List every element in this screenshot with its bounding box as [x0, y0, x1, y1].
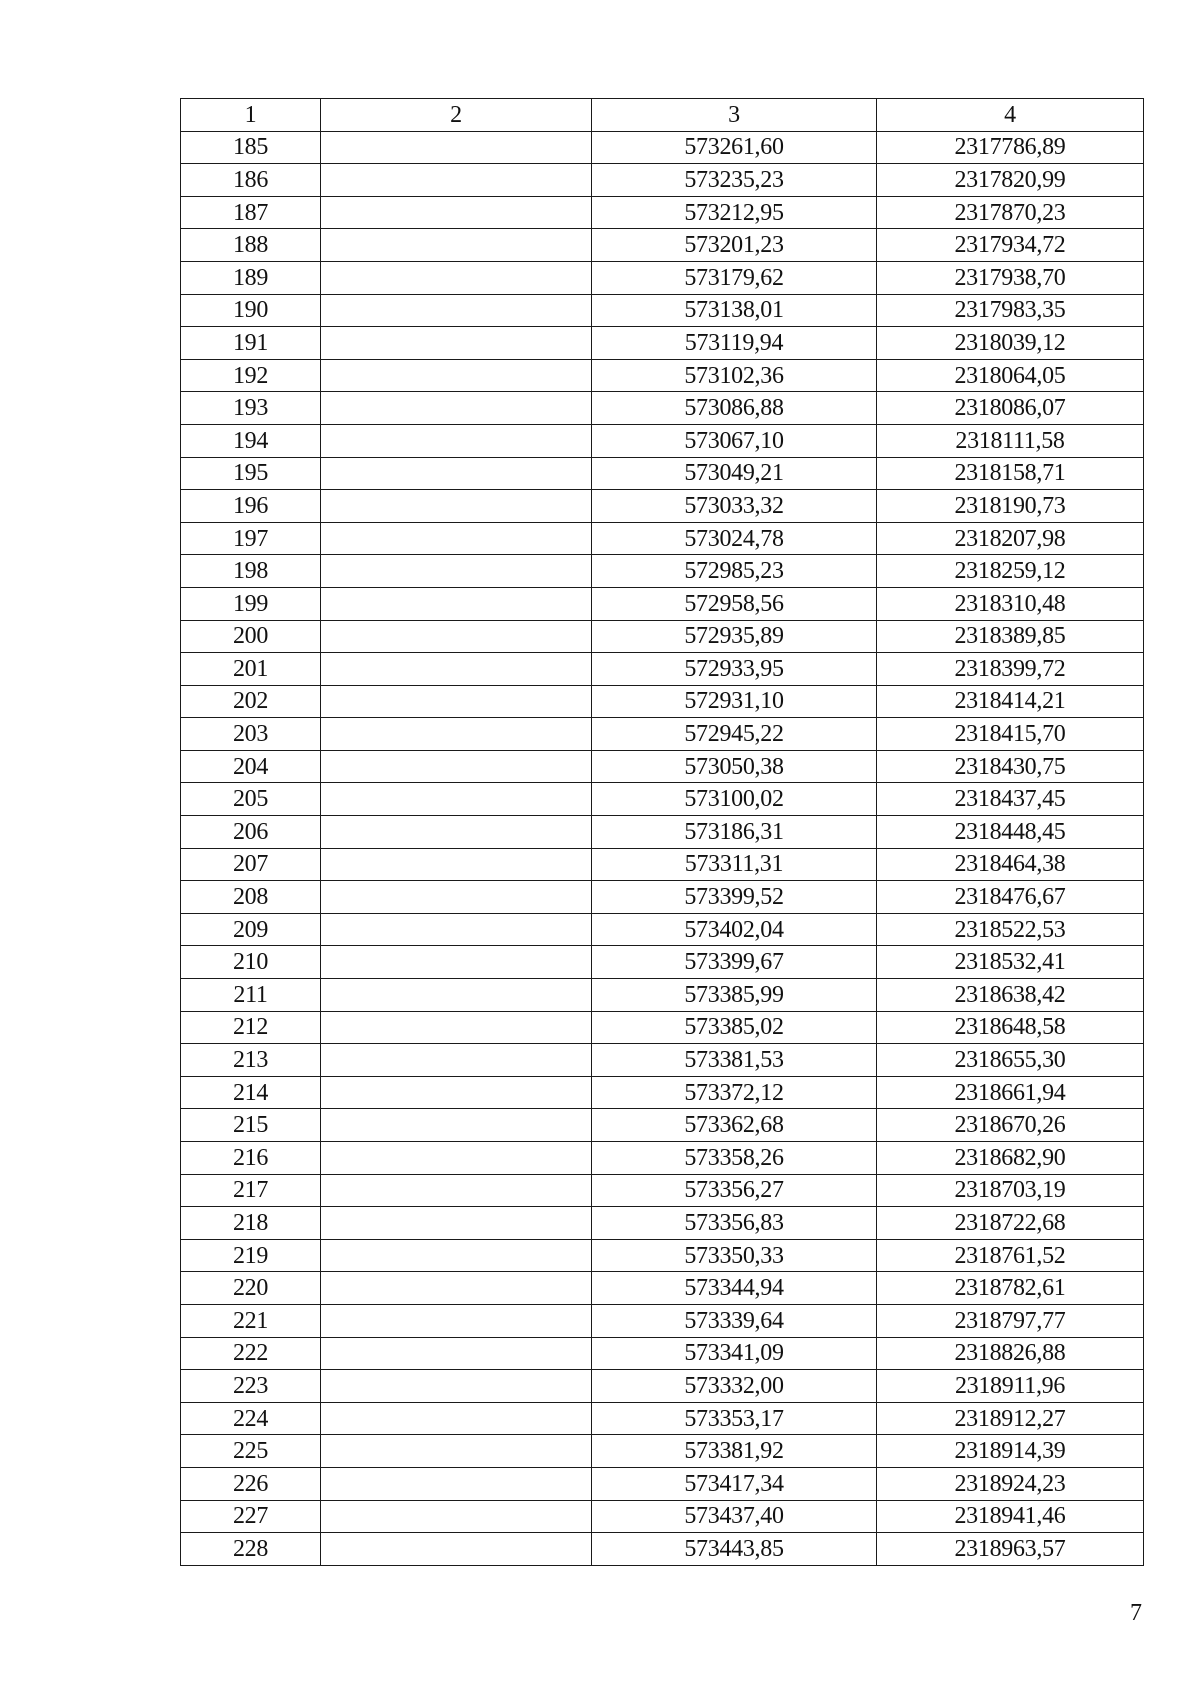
point-number-cell: 216	[181, 1142, 321, 1175]
y-coordinate-cell: 2318761,52	[877, 1239, 1144, 1272]
y-coordinate-cell: 2318703,19	[877, 1174, 1144, 1207]
description-cell	[321, 1207, 592, 1240]
point-number-cell: 196	[181, 490, 321, 523]
y-coordinate-cell: 2318655,30	[877, 1044, 1144, 1077]
description-cell	[321, 750, 592, 783]
x-coordinate-cell: 572945,22	[592, 718, 877, 751]
table-row	[181, 490, 1144, 523]
y-coordinate-cell: 2318797,77	[877, 1304, 1144, 1337]
point-number-cell: 200	[181, 620, 321, 653]
table-row	[181, 1402, 1144, 1435]
point-number-cell: 188	[181, 229, 321, 262]
table-row	[181, 1533, 1144, 1566]
point-number-cell: 215	[181, 1109, 321, 1142]
description-cell	[321, 164, 592, 197]
y-coordinate-cell: 2318389,85	[877, 620, 1144, 653]
description-cell	[321, 816, 592, 849]
y-coordinate-cell: 2318039,12	[877, 327, 1144, 360]
x-coordinate-cell: 573385,02	[592, 1011, 877, 1044]
y-coordinate-cell: 2318310,48	[877, 587, 1144, 620]
table-row	[181, 1174, 1144, 1207]
x-coordinate-cell: 573399,52	[592, 881, 877, 914]
description-cell	[321, 913, 592, 946]
x-coordinate-cell: 573372,12	[592, 1076, 877, 1109]
description-cell	[321, 359, 592, 392]
y-coordinate-cell: 2318682,90	[877, 1142, 1144, 1175]
point-number-cell: 194	[181, 424, 321, 457]
y-coordinate-cell: 2318670,26	[877, 1109, 1144, 1142]
point-number-cell: 193	[181, 392, 321, 425]
table-row	[181, 1207, 1144, 1240]
point-number-cell: 199	[181, 587, 321, 620]
x-coordinate-cell: 573235,23	[592, 164, 877, 197]
x-coordinate-cell: 573417,34	[592, 1467, 877, 1500]
description-cell	[321, 1272, 592, 1305]
y-coordinate-cell: 2318914,39	[877, 1435, 1144, 1468]
y-coordinate-cell: 2317870,23	[877, 196, 1144, 229]
table-header	[181, 99, 1144, 132]
x-coordinate-cell: 573358,26	[592, 1142, 877, 1175]
description-cell	[321, 1174, 592, 1207]
x-coordinate-cell: 573050,38	[592, 750, 877, 783]
x-coordinate-cell: 572935,89	[592, 620, 877, 653]
page-number: 7	[1130, 1600, 1142, 1626]
x-coordinate-cell: 573443,85	[592, 1533, 877, 1566]
y-coordinate-cell: 2318259,12	[877, 555, 1144, 588]
description-cell	[321, 653, 592, 686]
point-number-cell: 208	[181, 881, 321, 914]
x-coordinate-cell: 573437,40	[592, 1500, 877, 1533]
description-cell	[321, 522, 592, 555]
x-coordinate-cell: 573067,10	[592, 424, 877, 457]
x-coordinate-cell: 573381,53	[592, 1044, 877, 1077]
table-row	[181, 261, 1144, 294]
description-cell	[321, 1435, 592, 1468]
table-row	[181, 555, 1144, 588]
table-row	[181, 196, 1144, 229]
x-coordinate-cell: 573356,27	[592, 1174, 877, 1207]
table-row	[181, 392, 1144, 425]
table-row	[181, 294, 1144, 327]
y-coordinate-cell: 2318782,61	[877, 1272, 1144, 1305]
point-number-cell: 187	[181, 196, 321, 229]
description-cell	[321, 131, 592, 164]
column-header-4: 4	[877, 99, 1144, 132]
point-number-cell: 201	[181, 653, 321, 686]
point-number-cell: 195	[181, 457, 321, 490]
description-cell	[321, 848, 592, 881]
x-coordinate-cell: 573385,99	[592, 979, 877, 1012]
y-coordinate-cell: 2318190,73	[877, 490, 1144, 523]
table-row	[181, 1239, 1144, 1272]
point-number-cell: 198	[181, 555, 321, 588]
description-cell	[321, 294, 592, 327]
x-coordinate-cell: 573086,88	[592, 392, 877, 425]
y-coordinate-cell: 2318464,38	[877, 848, 1144, 881]
x-coordinate-cell: 573201,23	[592, 229, 877, 262]
y-coordinate-cell: 2318064,05	[877, 359, 1144, 392]
x-coordinate-cell: 573138,01	[592, 294, 877, 327]
point-number-cell: 224	[181, 1402, 321, 1435]
y-coordinate-cell: 2318941,46	[877, 1500, 1144, 1533]
table-row	[181, 131, 1144, 164]
y-coordinate-cell: 2318826,88	[877, 1337, 1144, 1370]
y-coordinate-cell: 2318722,68	[877, 1207, 1144, 1240]
table-row	[181, 359, 1144, 392]
table-row	[181, 1076, 1144, 1109]
description-cell	[321, 424, 592, 457]
x-coordinate-cell: 573402,04	[592, 913, 877, 946]
x-coordinate-cell: 572931,10	[592, 685, 877, 718]
x-coordinate-cell: 572958,56	[592, 587, 877, 620]
y-coordinate-cell: 2318532,41	[877, 946, 1144, 979]
point-number-cell: 189	[181, 261, 321, 294]
point-number-cell: 210	[181, 946, 321, 979]
description-cell	[321, 587, 592, 620]
table-row	[181, 1011, 1144, 1044]
table-row	[181, 913, 1144, 946]
x-coordinate-cell: 573311,31	[592, 848, 877, 881]
y-coordinate-cell: 2318911,96	[877, 1370, 1144, 1403]
point-number-cell: 217	[181, 1174, 321, 1207]
point-number-cell: 226	[181, 1467, 321, 1500]
table-row	[181, 1435, 1144, 1468]
description-cell	[321, 555, 592, 588]
point-number-cell: 209	[181, 913, 321, 946]
y-coordinate-cell: 2318912,27	[877, 1402, 1144, 1435]
point-number-cell: 221	[181, 1304, 321, 1337]
point-number-cell: 214	[181, 1076, 321, 1109]
description-cell	[321, 718, 592, 751]
description-cell	[321, 261, 592, 294]
point-number-cell: 223	[181, 1370, 321, 1403]
y-coordinate-cell: 2318437,45	[877, 783, 1144, 816]
point-number-cell: 207	[181, 848, 321, 881]
y-coordinate-cell: 2318399,72	[877, 653, 1144, 686]
y-coordinate-cell: 2317983,35	[877, 294, 1144, 327]
x-coordinate-cell: 573341,09	[592, 1337, 877, 1370]
y-coordinate-cell: 2317786,89	[877, 131, 1144, 164]
x-coordinate-cell: 573344,94	[592, 1272, 877, 1305]
x-coordinate-cell: 573353,17	[592, 1402, 877, 1435]
table-row	[181, 424, 1144, 457]
x-coordinate-cell: 573033,32	[592, 490, 877, 523]
description-cell	[321, 490, 592, 523]
table-row	[181, 327, 1144, 360]
y-coordinate-cell: 2317938,70	[877, 261, 1144, 294]
table-row	[181, 164, 1144, 197]
table-row	[181, 587, 1144, 620]
table-row	[181, 1109, 1144, 1142]
description-cell	[321, 1533, 592, 1566]
point-number-cell: 202	[181, 685, 321, 718]
description-cell	[321, 1044, 592, 1077]
point-number-cell: 191	[181, 327, 321, 360]
header-row	[181, 99, 1144, 132]
x-coordinate-cell: 573339,64	[592, 1304, 877, 1337]
y-coordinate-cell: 2317934,72	[877, 229, 1144, 262]
point-number-cell: 219	[181, 1239, 321, 1272]
description-cell	[321, 979, 592, 1012]
x-coordinate-cell: 573212,95	[592, 196, 877, 229]
table-row	[181, 946, 1144, 979]
table-row	[181, 1142, 1144, 1175]
point-number-cell: 192	[181, 359, 321, 392]
table-row	[181, 816, 1144, 849]
table-row	[181, 881, 1144, 914]
table-row	[181, 1272, 1144, 1305]
point-number-cell: 204	[181, 750, 321, 783]
table-row	[181, 457, 1144, 490]
description-cell	[321, 1011, 592, 1044]
table-row	[181, 653, 1144, 686]
table-row	[181, 522, 1144, 555]
description-cell	[321, 457, 592, 490]
column-header-1: 1	[181, 99, 321, 132]
y-coordinate-cell: 2318158,71	[877, 457, 1144, 490]
point-number-cell: 220	[181, 1272, 321, 1305]
point-number-cell: 205	[181, 783, 321, 816]
table-row	[181, 1304, 1144, 1337]
x-coordinate-cell: 573381,92	[592, 1435, 877, 1468]
description-cell	[321, 1402, 592, 1435]
x-coordinate-cell: 572985,23	[592, 555, 877, 588]
description-cell	[321, 1337, 592, 1370]
x-coordinate-cell: 573399,67	[592, 946, 877, 979]
coordinates-table	[180, 98, 1144, 1566]
point-number-cell: 185	[181, 131, 321, 164]
table-row	[181, 1467, 1144, 1500]
x-coordinate-cell: 572933,95	[592, 653, 877, 686]
table-row	[181, 718, 1144, 751]
table-row	[181, 783, 1144, 816]
description-cell	[321, 1109, 592, 1142]
y-coordinate-cell: 2318638,42	[877, 979, 1144, 1012]
description-cell	[321, 196, 592, 229]
table-row	[181, 1044, 1144, 1077]
description-cell	[321, 783, 592, 816]
x-coordinate-cell: 573102,36	[592, 359, 877, 392]
point-number-cell: 227	[181, 1500, 321, 1533]
x-coordinate-cell: 573356,83	[592, 1207, 877, 1240]
x-coordinate-cell: 573186,31	[592, 816, 877, 849]
y-coordinate-cell: 2318414,21	[877, 685, 1144, 718]
column-header-2: 2	[321, 99, 592, 132]
description-cell	[321, 620, 592, 653]
point-number-cell: 222	[181, 1337, 321, 1370]
x-coordinate-cell: 573332,00	[592, 1370, 877, 1403]
point-number-cell: 186	[181, 164, 321, 197]
description-cell	[321, 392, 592, 425]
y-coordinate-cell: 2318924,23	[877, 1467, 1144, 1500]
y-coordinate-cell: 2318448,45	[877, 816, 1144, 849]
point-number-cell: 212	[181, 1011, 321, 1044]
y-coordinate-cell: 2318111,58	[877, 424, 1144, 457]
x-coordinate-cell: 573119,94	[592, 327, 877, 360]
description-cell	[321, 1304, 592, 1337]
description-cell	[321, 229, 592, 262]
point-number-cell: 213	[181, 1044, 321, 1077]
x-coordinate-cell: 573350,33	[592, 1239, 877, 1272]
column-header-3: 3	[592, 99, 877, 132]
y-coordinate-cell: 2318415,70	[877, 718, 1144, 751]
description-cell	[321, 1142, 592, 1175]
point-number-cell: 225	[181, 1435, 321, 1468]
point-number-cell: 218	[181, 1207, 321, 1240]
y-coordinate-cell: 2318963,57	[877, 1533, 1144, 1566]
description-cell	[321, 1370, 592, 1403]
table-row	[181, 750, 1144, 783]
table-row	[181, 1337, 1144, 1370]
y-coordinate-cell: 2318661,94	[877, 1076, 1144, 1109]
description-cell	[321, 327, 592, 360]
point-number-cell: 197	[181, 522, 321, 555]
table-row	[181, 979, 1144, 1012]
description-cell	[321, 1076, 592, 1109]
table-row	[181, 1370, 1144, 1403]
point-number-cell: 211	[181, 979, 321, 1012]
x-coordinate-cell: 573362,68	[592, 1109, 877, 1142]
x-coordinate-cell: 573179,62	[592, 261, 877, 294]
point-number-cell: 206	[181, 816, 321, 849]
x-coordinate-cell: 573261,60	[592, 131, 877, 164]
description-cell	[321, 1500, 592, 1533]
x-coordinate-cell: 573100,02	[592, 783, 877, 816]
x-coordinate-cell: 573049,21	[592, 457, 877, 490]
x-coordinate-cell: 573024,78	[592, 522, 877, 555]
description-cell	[321, 685, 592, 718]
y-coordinate-cell: 2318522,53	[877, 913, 1144, 946]
y-coordinate-cell: 2318648,58	[877, 1011, 1144, 1044]
y-coordinate-cell: 2318476,67	[877, 881, 1144, 914]
table-row	[181, 1500, 1144, 1533]
table-row	[181, 620, 1144, 653]
point-number-cell: 203	[181, 718, 321, 751]
table-row	[181, 848, 1144, 881]
y-coordinate-cell: 2318430,75	[877, 750, 1144, 783]
table-row	[181, 229, 1144, 262]
description-cell	[321, 1239, 592, 1272]
description-cell	[321, 946, 592, 979]
table-row	[181, 685, 1144, 718]
table-body	[181, 131, 1144, 1565]
y-coordinate-cell: 2318207,98	[877, 522, 1144, 555]
point-number-cell: 228	[181, 1533, 321, 1566]
y-coordinate-cell: 2317820,99	[877, 164, 1144, 197]
description-cell	[321, 881, 592, 914]
point-number-cell: 190	[181, 294, 321, 327]
y-coordinate-cell: 2318086,07	[877, 392, 1144, 425]
description-cell	[321, 1467, 592, 1500]
